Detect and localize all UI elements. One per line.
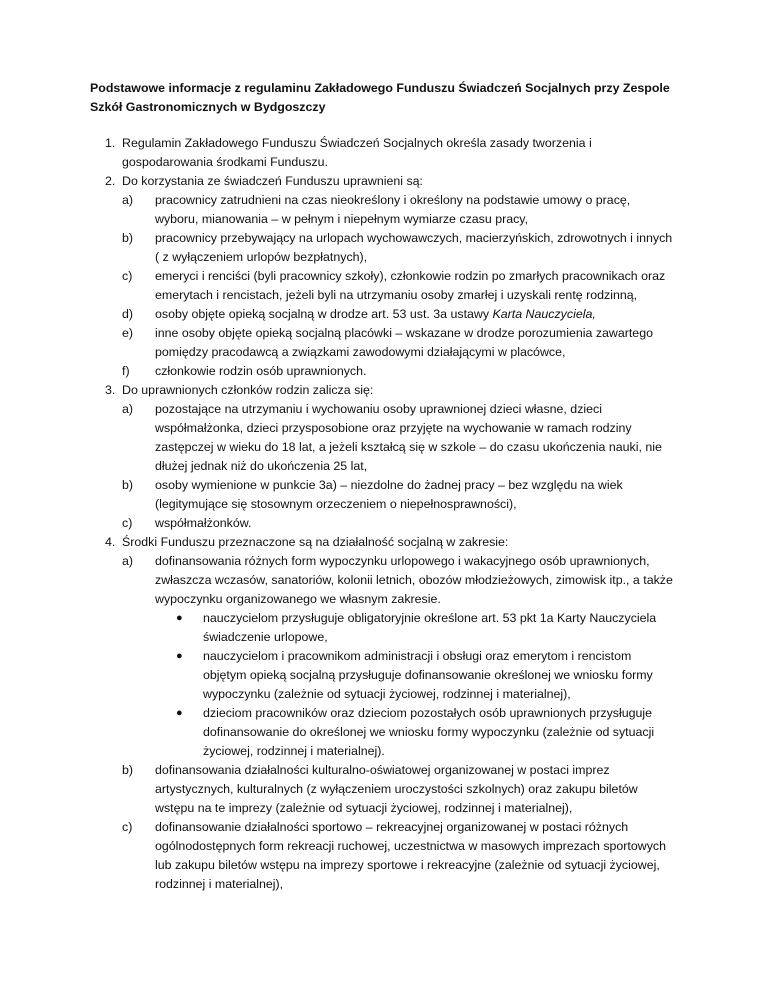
sub-item-text: emeryci i renciści (byli pracownicy szkoły), członkowie rodzin po zmarłych pracownikach oraz emerytach i rencistach, jeżeli byli na utrzymaniu osoby zmarłej i uzyskali rentę rodzinną,	[155, 269, 666, 302]
sub-item-italic: Karta Nauczyciela,	[492, 307, 596, 321]
sub-list-item	[122, 191, 675, 229]
sub-list-item	[122, 514, 675, 533]
sub-item-letter: b)	[122, 763, 134, 777]
sub-item-text: pracownicy zatrudnieni na czas nieokreślony i określony na podstawie umowy o pracę, wyboru, mianowania – w pełnym i niepełnym wymiarze czasu pracy,	[155, 193, 631, 226]
sub-item-text: dofinansowanie działalności sportowo – rekreacyjnej organizowanej w postaci różnych ogólnodostępnych form rekreacji ruchowej, uczestnictwa w masowych imprezach sportowych lub zakupu biletów wstępu na imprezy sportowe i rekreacyjne (zależnie od sytuacji życiowej, rodzinnej i materialnej),	[155, 820, 666, 891]
sub-list-item	[122, 362, 675, 381]
sub-item-text: dofinansowania działalności kulturalno-oświatowej organizowanej w postaci imprez artystycznych, kulturalnych (z wyłączeniem uroczystości szkolnych) oraz zakupu biletów wstępu na te imprezy (zależnie od sytuacji życiowej, rodzinnej i materialnej),	[155, 763, 638, 815]
sub-item-text: pracownicy przebywający na urlopach wychowawczych, macierzyńskich, zdrowotnych i innych ( z wyłączeniem urlopów bezpłatnych),	[155, 231, 673, 264]
main-list	[90, 134, 675, 894]
item-text: Do korzystania ze świadczeń Funduszu uprawnieni są:	[122, 174, 423, 188]
item-number: 4.	[105, 535, 116, 549]
sub-item-text: członkowie rodzin osób uprawnionych.	[155, 364, 367, 378]
sub-item-letter: f)	[122, 364, 130, 378]
list-item	[90, 134, 675, 172]
sub-list-item	[122, 552, 675, 609]
sub-item-letter: b)	[122, 478, 134, 492]
bullet-text: nauczycielom i pracownikom administracji i obsługi oraz emerytom i rencistom objętym opieką socjalną przysługuje dofinansowanie określonej we wniosku formy wypoczynku (zależnie od sytuacji życiowej, rodzinnej i materialnej),	[203, 649, 653, 701]
sub-item-letter: e)	[122, 326, 134, 340]
bullet-icon: ●	[176, 707, 183, 719]
sub-list-item	[122, 267, 675, 305]
sub-item-text: dofinansowania różnych form wypoczynku urlopowego i wakacyjnego osób uprawnionych, zwłaszcza wczasów, sanatoriów, kolonii letnich, obozów młodzieżowych, zimowisk itp., a także wypoczynku organizowanego we własnym zakresie.	[155, 554, 673, 606]
sub-item-text: pozostające na utrzymaniu i wychowaniu osoby uprawnionej dzieci własne, dzieci współmałżonka, dzieci przysposobione oraz przyjęte na wychowanie w ramach rodziny zastępczej w wieku do 18 lat, a jeżeli kształcą się w szkole – do czasu ukończenia nauki, nie dłużej jednak niż do ukończenia 25 lat,	[155, 402, 662, 473]
sub-list-item	[122, 476, 675, 514]
sub-item-text: współmałżonków.	[155, 516, 252, 530]
sub-list-item	[122, 229, 675, 267]
sub-item-letter: c)	[122, 820, 133, 834]
list-item	[90, 172, 675, 381]
bullet-icon: ●	[176, 612, 183, 624]
bullet-text: nauczycielom przysługuje obligatoryjnie określone art. 53 pkt 1a Karty Nauczyciela świadczenie urlopowe,	[203, 611, 657, 644]
item-text: Do uprawnionych członków rodzin zalicza się:	[122, 383, 374, 397]
sub-list	[122, 400, 675, 533]
bullet-list	[122, 609, 675, 761]
sub-list	[122, 552, 675, 609]
sub-list-item	[122, 761, 675, 818]
list-item	[90, 381, 675, 533]
sub-list-item	[122, 818, 675, 894]
item-number: 3.	[105, 383, 116, 397]
item-text: Regulamin Zakładowego Funduszu Świadczeń Socjalnych określa zasady tworzenia i gospodarowania środkami Funduszu.	[122, 136, 592, 169]
bullet-item	[122, 609, 675, 647]
sub-item-text: osoby wymienione w punkcie 3a) – niezdolne do żadnej pracy – bez względu na wiek (legitymujące się stosownym orzeczeniem o niepełnosprawności),	[155, 478, 623, 511]
sub-list-item	[122, 324, 675, 362]
bullet-item	[122, 704, 675, 761]
list-item	[90, 533, 675, 894]
sub-list-item	[122, 400, 675, 476]
bullet-icon: ●	[176, 650, 183, 662]
sub-item-letter: b)	[122, 231, 134, 245]
bullet-text: dzieciom pracowników oraz dzieciom pozostałych osób uprawnionych przysługuje dofinansowanie do określonej we wniosku formy wypoczynku (zależnie od sytuacji życiowej, rodzinnej i materialnej).	[203, 706, 655, 758]
sub-item-letter: a)	[122, 402, 134, 416]
sub-item-text: inne osoby objęte opieką socjalną placówki – wskazane w drodze porozumienia zawartego pomiędzy pracodawcą a związkami zawodowymi działającymi w placówce,	[155, 326, 653, 359]
sub-item-letter: c)	[122, 269, 133, 283]
sub-item-letter: a)	[122, 193, 134, 207]
sub-list-item	[122, 305, 675, 324]
sub-item-letter: a)	[122, 554, 134, 568]
document-title: Podstawowe informacje z regulaminu Zakładowego Funduszu Świadczeń Socjalnych przy Zespole Szkół Gastronomicznych w Bydgoszczy	[90, 81, 670, 114]
bullet-item	[122, 647, 675, 704]
sub-list	[122, 761, 675, 894]
sub-item-text: osoby objęte opieką socjalną w drodze art. 53 ust. 3a ustawy	[155, 307, 493, 321]
item-number: 1.	[105, 136, 116, 150]
item-number: 2.	[105, 174, 116, 188]
item-text: Środki Funduszu przeznaczone są na działalność socjalną w zakresie:	[122, 535, 509, 549]
sub-item-letter: d)	[122, 307, 134, 321]
document-content	[90, 79, 675, 894]
sub-list	[122, 191, 675, 381]
sub-item-letter: c)	[122, 516, 133, 530]
